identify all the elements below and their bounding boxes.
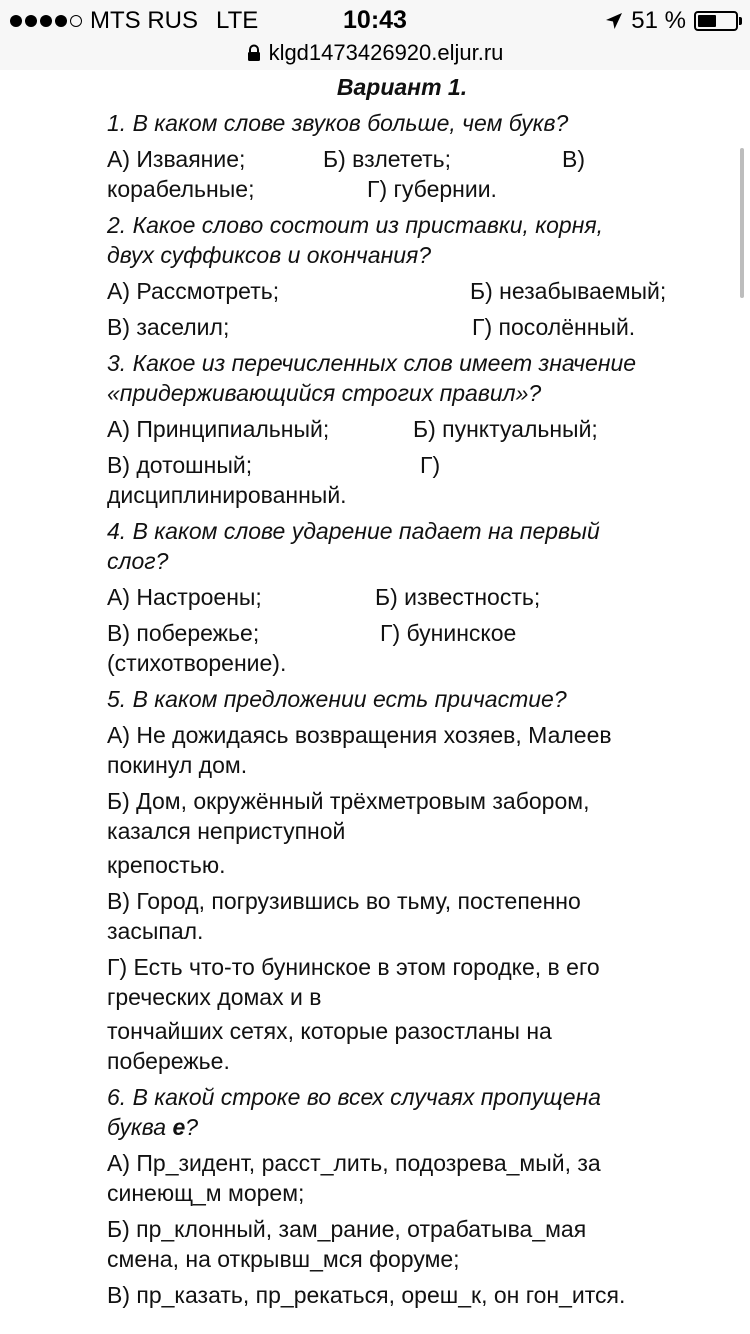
scrollbar[interactable] [740, 148, 744, 298]
answer-b-cont: крепостью. [107, 852, 226, 878]
answer-a: А) Рассмотреть; [107, 278, 280, 304]
battery-percent: 51 % [631, 7, 686, 34]
answers-4 [107, 582, 707, 678]
answer-d: Г) посолённый. [472, 314, 636, 340]
answer-d: Г) бунинское [380, 620, 517, 646]
answer-c: В) пр_казать, пр_рекаться, ореш_к, он гон_ится. [107, 1282, 626, 1308]
question-2: 2. Какое слово состоит из приставки, корня, двух суффиксов и окончания? [107, 212, 604, 268]
answer-a: А) Принципиальный; [107, 416, 330, 442]
answer-d: Г) губернии. [367, 176, 497, 202]
answer-b: Б) пр_клонный, зам_рание, отрабатыва_мая смена, на открывш_мся форуме; [107, 1216, 587, 1272]
answer-d-cont: тончайших сетях, которые разостланы на побережье. [107, 1018, 552, 1074]
answer-b: Б) пунктуальный; [413, 416, 598, 442]
answer-c: В) [562, 146, 585, 172]
answer-c: В) дотошный; [107, 452, 253, 478]
question-5: 5. В каком предложении есть причастие? [107, 686, 567, 712]
address-bar[interactable] [0, 40, 750, 70]
question-3: 3. Какое из перечисленных слов имеет значение «придерживающийся строгих правил»? [107, 350, 637, 406]
answer-d-cont: дисциплинированный. [107, 482, 347, 508]
location-arrow-icon [605, 12, 623, 30]
network-type: LTE [216, 7, 259, 34]
clock: 10:43 [343, 6, 407, 34]
answer-a: А) Изваяние; [107, 146, 246, 172]
url-text: klgd1473426920.eljur.ru [268, 40, 504, 65]
answer-b: Б) известность; [375, 584, 541, 610]
answers-1 [107, 144, 707, 204]
answer-d: Г) [420, 452, 441, 478]
answer-d-cont: (стихотворение). [107, 650, 287, 676]
answer-b: Б) незабываемый; [470, 278, 667, 304]
status-bar [0, 0, 750, 40]
question-4: 4. В каком слове ударение падает на первый слог? [107, 518, 600, 574]
answer-a: А) Настроены; [107, 584, 262, 610]
answer-a: А) Пр_зидент, расст_лить, подозрева_мый, за синеющ_м морем; [107, 1150, 601, 1206]
answer-b: Б) взлететь; [323, 146, 452, 172]
answers-2 [107, 276, 707, 342]
document-title: Вариант 1. [336, 74, 468, 100]
question-1: 1. В каком слове звуков больше, чем букв? [107, 110, 569, 136]
carrier-name: MTS RUS [90, 7, 198, 34]
answer-d: Г) Есть что-то бунинское в этом городке, в его греческих домах и в [107, 954, 600, 1010]
answer-a: А) Не дожидаясь возвращения хозяев, Малеев покинул дом. [107, 722, 612, 778]
answers-3 [107, 414, 707, 510]
answer-b: Б) Дом, окружённый трёхметровым забором, казался неприступной [107, 788, 590, 844]
question-6: 6. В какой строке во всех случаях пропущена буква е? [107, 1084, 601, 1140]
battery-icon [694, 11, 738, 31]
answer-c: В) заселил; [107, 314, 230, 340]
answer-c: В) побережье; [107, 620, 260, 646]
answer-c-cont: корабельные; [107, 176, 255, 202]
document-body [107, 72, 707, 1316]
lock-icon [247, 44, 261, 62]
answer-c: В) Город, погрузившись во тьму, постепенно засыпал. [107, 888, 581, 944]
